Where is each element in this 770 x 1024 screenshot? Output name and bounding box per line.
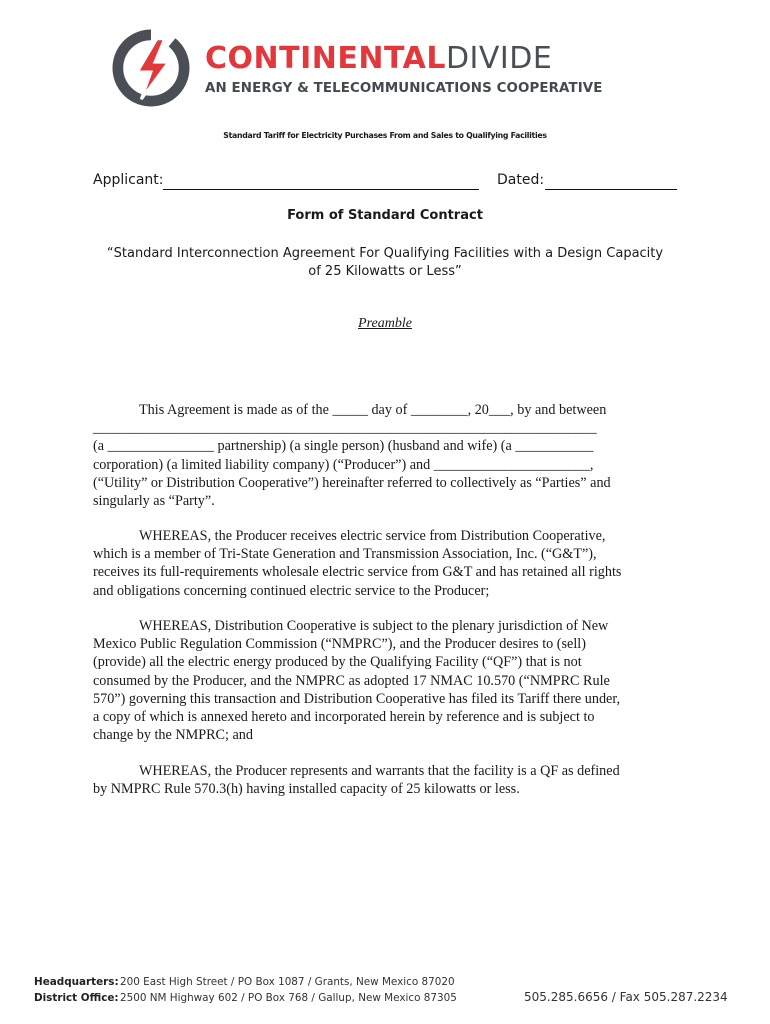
paragraph-line: WHEREAS, the Producer represents and warrants that the facility is a QF as defined: [139, 763, 620, 779]
paragraph-line: WHEREAS, Distribution Cooperative is subject to the plenary jurisdiction of New: [139, 618, 609, 634]
paragraph-line: a copy of which is annexed hereto and incorporated herein by reference and is subject to: [93, 709, 595, 726]
paragraph-line: WHEREAS, the Producer receives electric service from Distribution Cooperative,: [139, 528, 606, 544]
headquarters-label: Headquarters:: [34, 976, 119, 988]
whereas-paragraph: [93, 617, 668, 744]
headquarters-address: 200 East High Street / PO Box 1087 / Grants, New Mexico 87020: [120, 976, 455, 988]
paragraph-line: (a _______________ partnership) (a single person) (husband and wife) (a ___________: [93, 438, 594, 455]
paragraph-line: This Agreement is made as of the _____ day of ________, 20___, by and between: [139, 402, 607, 418]
paragraph-line: which is a member of Tri-State Generation and Transmission Association, Inc. (“G&T”),: [93, 546, 597, 563]
brand-tagline: AN ENERGY & TELECOMMUNICATIONS COOPERATIVE: [205, 81, 603, 96]
district-office-address: 2500 NM Highway 602 / PO Box 768 / Gallup, New Mexico 87305: [120, 992, 457, 1004]
applicant-field[interactable]: [163, 189, 479, 190]
paragraph-line: corporation) (a limited liability company) (“Producer”) and ______________________,: [93, 456, 594, 473]
whereas-paragraph: [93, 527, 668, 600]
brand-secondary: DIVIDE: [445, 41, 553, 76]
paragraph-line: (provide) all the electric energy produced by the Qualifying Facility (“QF”) that is not: [93, 654, 582, 671]
brand-name: [205, 41, 553, 76]
district-office-label: District Office:: [34, 992, 119, 1004]
form-heading: Form of Standard Contract: [287, 208, 483, 223]
paragraph-line: by NMPRC Rule 570.3(h) having installed capacity of 25 kilowatts or less.: [93, 781, 520, 798]
preamble-heading: Preamble: [358, 316, 412, 331]
paragraph-line: consumed by the Producer, and the NMPRC as adopted 17 NMAC 10.570 (“NMPRC Rule: [93, 672, 610, 689]
paragraph-line: Mexico Public Regulation Commission (“NMPRC”), and the Producer desires to (sell): [93, 636, 586, 653]
applicant-label: Applicant:: [93, 172, 164, 188]
paragraph-line: change by the NMPRC; and: [93, 727, 253, 744]
document-title: Standard Tariff for Electricity Purchases From and Sales to Qualifying Facilities: [223, 131, 547, 140]
footer-phone-fax: 505.285.6656 / Fax 505.287.2234: [524, 990, 728, 1004]
cooperative-logo-icon: [112, 28, 190, 108]
brand-primary: CONTINENTAL: [205, 41, 446, 76]
agreement-name: “Standard Interconnection Agreement For Qualifying Facilities with a Design Capacity of 25 Kilowatts or Less”: [106, 246, 664, 279]
paragraph-line: singularly as “Party”.: [93, 493, 215, 510]
paragraph-line: (“Utility” or Distribution Cooperative”) hereinafter referred to collectively as “Parties” and: [93, 474, 611, 491]
paragraph-line: 570”) governing this transaction and Distribution Cooperative has filed its Tariff there under,: [93, 690, 621, 707]
dated-label: Dated:: [497, 172, 545, 188]
paragraph-line: and obligations concerning continued electric service to the Producer;: [93, 582, 490, 599]
agreement-paragraph: [93, 401, 668, 510]
paragraph-line: _______________________________________________________________________: [93, 420, 597, 437]
footer-headquarters: [34, 976, 455, 988]
paragraph-line: receives its full-requirements wholesale electric service from G&T and has retained all rights: [93, 564, 622, 581]
whereas-paragraph: [93, 762, 668, 798]
dated-field[interactable]: [545, 189, 677, 190]
footer-district-office: [34, 992, 457, 1004]
